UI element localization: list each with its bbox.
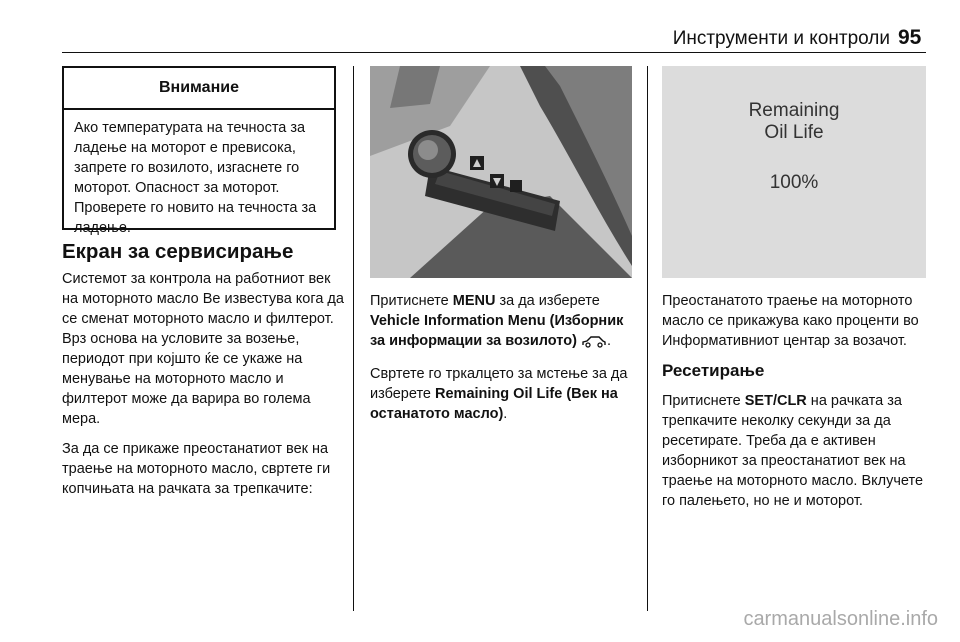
wheel-instruction-end: . bbox=[503, 406, 508, 422]
oil-life-percent: 100% bbox=[769, 172, 819, 193]
steering-stalk-illustration bbox=[370, 66, 632, 278]
section-paragraph-1: Системот за контрола на работниот век на моторното масло Ве известува кога да се сменат моторното масло и филтерот. Врз основа на условите за возење, периодот при којшто ќе се укаже на менување на моторното масло и филтерот може да варира во голема мера. bbox=[62, 271, 344, 427]
page-header-title: Инструменти и контроли bbox=[672, 28, 890, 49]
reset-instruction bbox=[662, 391, 932, 511]
menu-instruction-b: за да изберете bbox=[495, 293, 600, 309]
reset-heading: Ресетирање bbox=[662, 361, 765, 380]
header-divider bbox=[62, 52, 926, 53]
warning-title: Внимание bbox=[64, 68, 334, 110]
section-paragraph-2: За да се прикаже преостанатиот век на траење на моторното масло, свртете ги копчињата на рачката за трепкачите: bbox=[62, 441, 331, 497]
wheel-instruction bbox=[370, 364, 638, 424]
right-column-text bbox=[662, 291, 932, 521]
display-line-1: Remaining bbox=[748, 100, 840, 121]
middle-column-text bbox=[370, 291, 638, 434]
left-column-text bbox=[62, 269, 344, 509]
column-divider-right bbox=[647, 66, 648, 611]
warning-box bbox=[62, 66, 336, 236]
section-heading: Екран за сервисирање bbox=[62, 240, 294, 263]
warning-text: Ако температурата на течноста за ладење на моторот е превисока, запрете го возилото, изгаснете го моторот. Опасност за моторот. Проверете го новито на течноста за ладење. bbox=[74, 120, 317, 236]
page-number: 95 bbox=[898, 26, 922, 49]
menu-instruction bbox=[370, 291, 638, 354]
menu-instruction-end: . bbox=[606, 333, 611, 349]
reset-instruction-a: Притиснете bbox=[662, 393, 745, 409]
oil-life-display bbox=[662, 66, 926, 278]
menu-instruction-a: Притиснете bbox=[370, 293, 453, 309]
set-clr-label: SET/CLR bbox=[744, 393, 807, 409]
car-icon bbox=[581, 334, 607, 354]
watermark: carmanualsonline.info bbox=[743, 608, 938, 630]
wheel-instruction-a: Свртете го тркалцето за мстење за да изберете bbox=[370, 366, 628, 402]
remaining-oil-life-label: Remaining Oil Life (Век на останатото масло) bbox=[370, 386, 618, 422]
vehicle-information-menu-label: Vehicle Information Menu (Изборник за информации за возилото) bbox=[370, 313, 624, 349]
display-line-2: Oil Life bbox=[764, 122, 824, 143]
reset-instruction-b: на рачката за трепкачите неколку секунди за да ресетирате. Треба да е активен изборникот за преостанатиот век на траење на моторното масло. Вклучете го палењето, но не и моторот. bbox=[662, 393, 924, 509]
steering-stalk-photo bbox=[370, 66, 632, 278]
right-paragraph-1: Преостанатото траење на моторното масло се прикажува како проценти во Информативниот центар за возачот. bbox=[662, 293, 919, 349]
column-divider-left bbox=[353, 66, 354, 611]
menu-button-label: MENU bbox=[452, 293, 496, 309]
